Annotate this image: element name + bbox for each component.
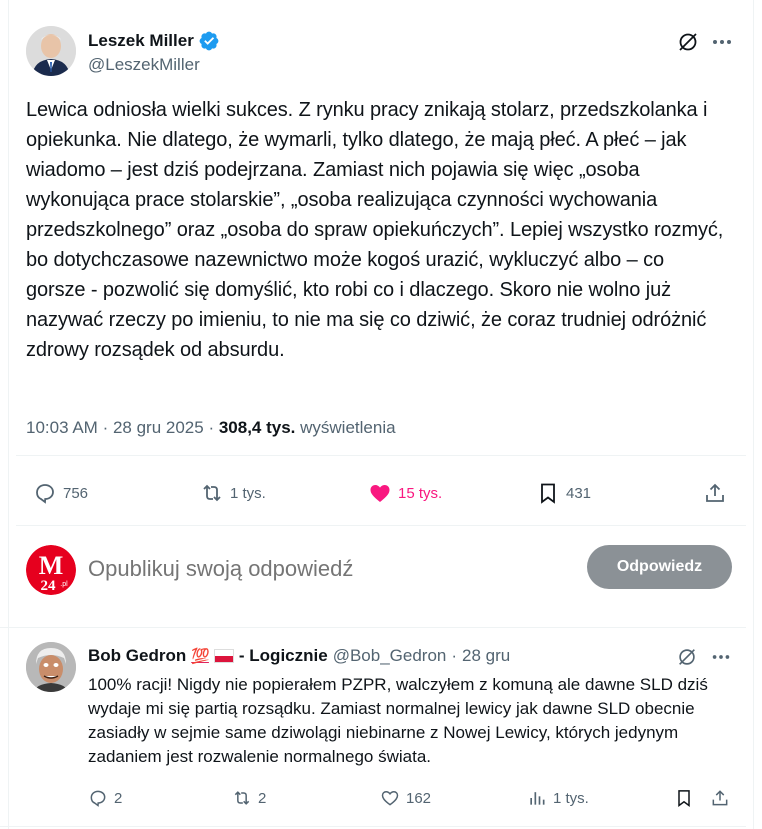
reply-like-count: 162 [406, 789, 432, 807]
tweet-date[interactable]: 28 gru 2025 [112, 418, 204, 437]
repost-icon [232, 788, 252, 808]
bookmark-count: 431 [566, 484, 592, 502]
reply-reply-count: 2 [114, 789, 123, 807]
reply-bookmark-button[interactable] [674, 788, 694, 808]
author-avatar[interactable] [26, 26, 76, 76]
views-chart-icon [527, 788, 547, 808]
divider [0, 826, 746, 827]
views-label: wyświetlenia [300, 418, 396, 437]
views-count: 308,4 tys. [218, 418, 296, 437]
author-name-text[interactable]: Leszek Miller [88, 31, 194, 50]
grok-icon[interactable] [676, 646, 698, 668]
reply-author-handle[interactable]: @Bob_Gedron [332, 646, 447, 665]
reply-submit-button[interactable]: Odpowiedz [587, 545, 732, 589]
reply-author-avatar[interactable] [26, 642, 76, 692]
logo-m: M [38, 551, 64, 580]
like-button[interactable] [368, 481, 442, 505]
reply-like-button[interactable] [380, 788, 431, 808]
share-button[interactable] [703, 481, 727, 505]
repost-icon [200, 481, 224, 505]
bookmark-button[interactable] [536, 481, 591, 505]
reply-header [88, 646, 510, 666]
more-options-icon[interactable] [710, 646, 732, 668]
hundred-emoji: 💯 [191, 648, 209, 665]
reply-author-name[interactable]: Bob Gedron [88, 646, 187, 665]
meta-separator: · [451, 646, 458, 665]
reply-icon [33, 481, 57, 505]
meta-separator: · [208, 418, 219, 437]
tweet-time[interactable]: 10:03 AM [26, 418, 98, 437]
reply-reply-button[interactable] [88, 788, 122, 808]
logo-pl: .pl [60, 581, 68, 588]
reply-icon [88, 788, 108, 808]
reply-author-suffix[interactable]: - Logicznie [238, 646, 328, 665]
meta-separator: · [102, 418, 113, 437]
share-icon [710, 788, 730, 808]
author-name[interactable] [88, 30, 220, 52]
logo-24: 24 [40, 578, 56, 594]
heart-filled-icon [368, 481, 392, 505]
bookmark-icon [536, 481, 560, 505]
divider [0, 627, 746, 628]
reply-repost-count: 2 [258, 789, 267, 807]
reply-date[interactable]: 28 gru [462, 646, 511, 665]
repost-button[interactable] [200, 481, 266, 505]
verified-badge-icon [198, 30, 220, 52]
divider [16, 525, 746, 526]
share-icon [703, 481, 727, 505]
reply-repost-button[interactable] [232, 788, 266, 808]
reply-input[interactable] [88, 552, 548, 586]
reply-share-button[interactable] [710, 788, 730, 808]
repost-count: 1 tys. [230, 484, 266, 502]
reply-button[interactable] [33, 481, 88, 505]
divider [16, 455, 746, 456]
user-avatar[interactable] [26, 545, 76, 595]
bookmark-icon [674, 788, 694, 808]
reply-text: 100% racji! Nigdy nie popierałem PZPR, walczyłem z komuną ale dawne SLD dziś wydaje mi się partią rozsądku. Zamiast normalnej lewicy jak dawne SLD obecnie zasiadły w sejmie same dziwolągi niebinarne z Nowej Lewicy, których jedynym zadaniem jest rozwalenie normalnego świata. [88, 675, 708, 766]
reply-views-count: 1 tys. [553, 789, 589, 807]
reply-count: 756 [63, 484, 89, 502]
tweet-text: Lewica odniosła wielki sukces. Z rynku pracy znikają stolarz, przedszkolanka i opiekunka. Nie dlatego, że wymarli, tylko dlatego, że mają płeć. A płeć – jak wiadomo – jest dziś podejrzana. Zamiast nich pojawia się więc „osoba wykonująca prace stolarskie”, „osoba realizująca czynności wychowania przedszkolnego” oraz „osoba do spraw opiekuńczych”. Lepiej wszystko rozmyć, bo dotychczasowe nazewnictwo może kogoś urazić, wykluczyć albo – co gorsze - pozwolić się domyślić, kto robi co i dlaczego. Skoro nie wolno już nazywać rzeczy po imieniu, to nie ma się co dziwić, że coraz trudniej odróżnić zdrowy rozsądek od absurdu. [26, 99, 724, 361]
heart-icon [380, 788, 400, 808]
poland-flag-icon [214, 649, 234, 663]
more-options-icon[interactable] [710, 30, 734, 54]
tweet-meta [26, 418, 396, 438]
author-handle[interactable]: @LeszekMiller [88, 55, 200, 74]
grok-icon[interactable] [676, 30, 700, 54]
like-count: 15 tys. [398, 484, 443, 502]
reply-views-button[interactable] [527, 788, 589, 808]
